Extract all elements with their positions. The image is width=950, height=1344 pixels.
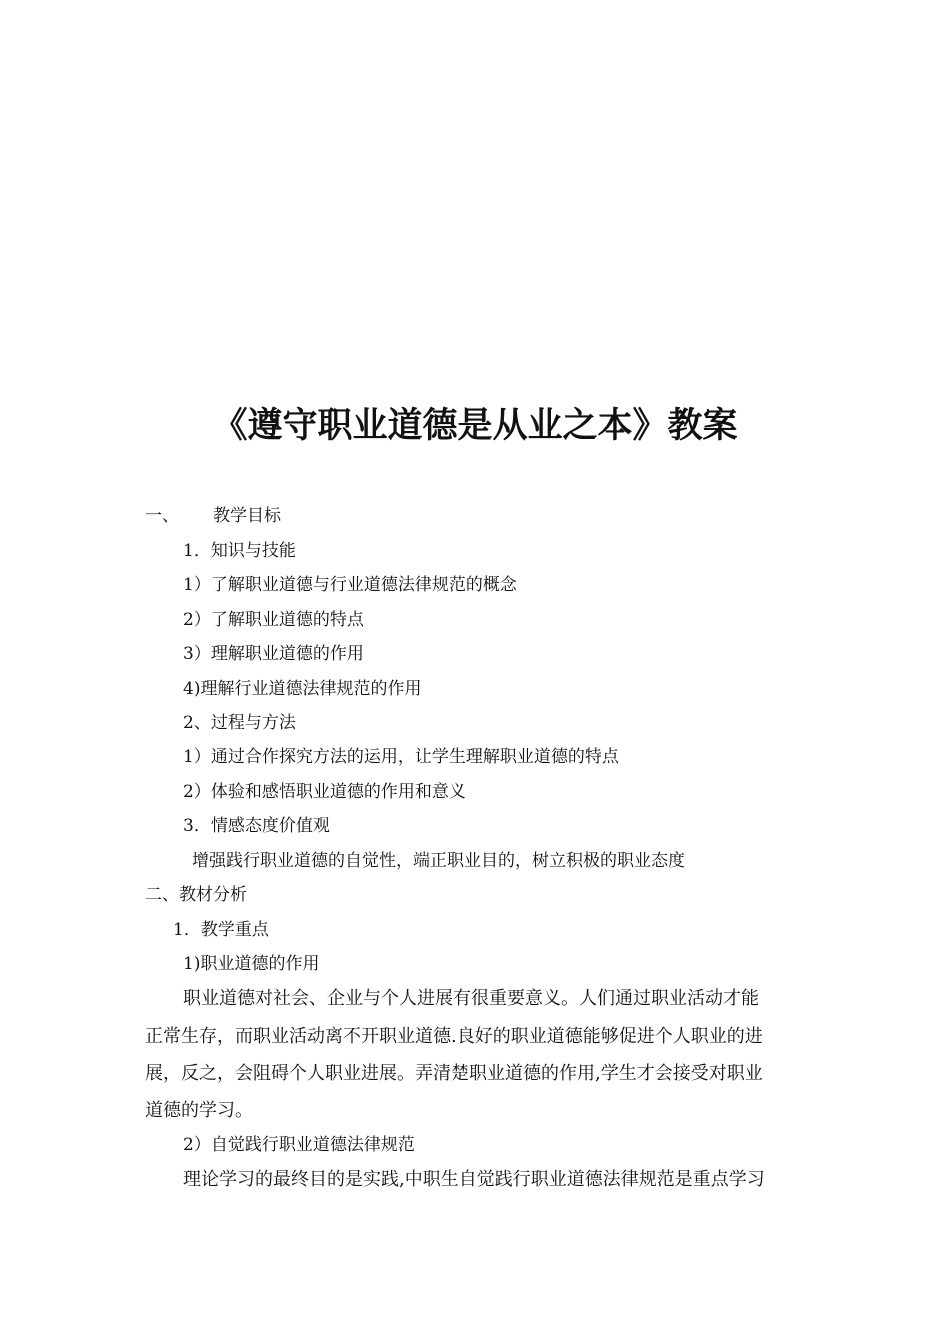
section1-number: 一、 (145, 506, 179, 526)
list-item: 1）通过合作探究方法的运用，让学生理解职业道德的特点 (183, 747, 619, 767)
section1-sub1: 1．知识与技能 (183, 541, 296, 561)
list-item: 2）体验和感悟职业道德的作用和意义 (183, 782, 466, 802)
section1-sub3: 3．情感态度价值观 (183, 816, 330, 836)
paragraph-line: 正常生存，而职业活动离不开职业道德.良好的职业道德能够促进个人职业的进 (145, 1026, 763, 1047)
section1-sub2: 2、过程与方法 (183, 713, 296, 733)
paragraph-line: 道德的学习。 (145, 1100, 253, 1121)
paragraph-line: 展，反之，会阻碍个人职业进展。弄清楚职业道德的作用,学生才会接受对职业 (145, 1063, 763, 1084)
section2-sub1: 1．教学重点 (173, 920, 269, 940)
list-item: 2）了解职业道德的特点 (183, 610, 364, 630)
section2-heading: 二、教材分析 (145, 885, 247, 905)
point2-heading: 2）自觉践行职业道德法律规范 (183, 1135, 415, 1155)
list-item: 3）理解职业道德的作用 (183, 644, 364, 664)
document-title: 《遵守职业道德是从业之本》教案 (212, 406, 738, 446)
section1-heading: 教学目标 (213, 506, 281, 526)
section1-sub3-text: 增强践行职业道德的自觉性，端正职业目的，树立积极的职业态度 (192, 851, 685, 871)
list-item: 4)理解行业道德法律规范的作用 (183, 679, 422, 699)
list-item: 1）了解职业道德与行业道德法律规范的概念 (183, 575, 517, 595)
paragraph-line: 理论学习的最终目的是实践,中职生自觉践行职业道德法律规范是重点学习 (183, 1169, 765, 1190)
point1-heading: 1)职业道德的作用 (183, 954, 320, 974)
paragraph-line: 职业道德对社会、企业与个人进展有很重要意义。人们通过职业活动才能 (183, 988, 759, 1009)
